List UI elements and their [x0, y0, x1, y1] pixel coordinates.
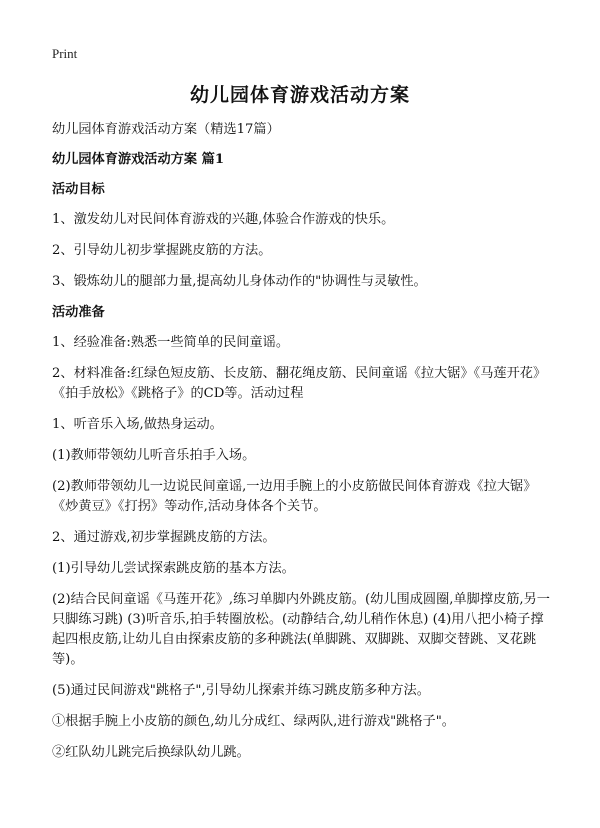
document-body — [52, 120, 550, 774]
process-item: ②红队幼儿跳完后换绿队幼儿跳。 — [52, 745, 250, 760]
document-subtitle: 幼儿园体育游戏活动方案（精选17篇） — [52, 122, 280, 137]
process-item: 1、听音乐入场,做热身运动。 — [52, 417, 223, 432]
prep-item: 2、材料准备:红绿色短皮筋、长皮筋、翻花绳皮筋、民间童谣《拉大锯》《马莲开花》《拍手放松》《跳格子》的CD等。活动过程 — [52, 366, 547, 401]
goals-heading: 活动目标 — [52, 182, 105, 197]
process-item: (2)结合民间童谣《马莲开花》,练习单脚内外跳皮筋。(幼儿围成圆圈,单脚撑皮筋,另一只脚练习跳) (3)听音乐,拍手转圈放松。(动静结合,幼儿稍作休息) (4)用八把小椅子撑起四根皮筋,让幼儿自由探索皮筋的多种跳法(单脚跳、双脚跳、双脚交替跳、叉花跳等)。 — [52, 592, 550, 667]
process-item: (2)教师带领幼儿一边说民间童谣,一边用手腕上的小皮筋做民间体育游戏《拉大锯》《炒黄豆》《打拐》等动作,活动身体各个关节。 — [52, 479, 537, 514]
section-title: 幼儿园体育游戏活动方案 篇1 — [52, 152, 225, 167]
goal-item: 2、引导幼儿初步掌握跳皮筋的方法。 — [52, 243, 272, 258]
process-item: (1)引导幼儿尝试探索跳皮筋的基本方法。 — [52, 561, 295, 576]
process-item: (5)通过民间游戏"跳格子",引导幼儿探索并练习跳皮筋多种方法。 — [52, 683, 430, 698]
goal-item: 3、锻炼幼儿的腿部力量,提高幼儿身体动作的"协调性与灵敏性。 — [52, 274, 427, 289]
process-item: 2、通过游戏,初步掌握跳皮筋的方法。 — [52, 530, 276, 545]
process-item: (1)教师带领幼儿听音乐拍手入场。 — [52, 448, 256, 463]
process-item: ①根据手腕上小皮筋的颜色,幼儿分成红、绿两队,进行游戏"跳格子"。 — [52, 714, 455, 729]
prep-item: 1、经验准备:熟悉一些简单的民间童谣。 — [52, 335, 290, 350]
prep-heading: 活动准备 — [52, 305, 105, 320]
page-title: 幼儿园体育游戏活动方案 — [189, 84, 410, 106]
print-label[interactable]: Print — [52, 46, 78, 61]
goal-item: 1、激发幼儿对民间体育游戏的兴趣,体验合作游戏的快乐。 — [52, 212, 395, 227]
